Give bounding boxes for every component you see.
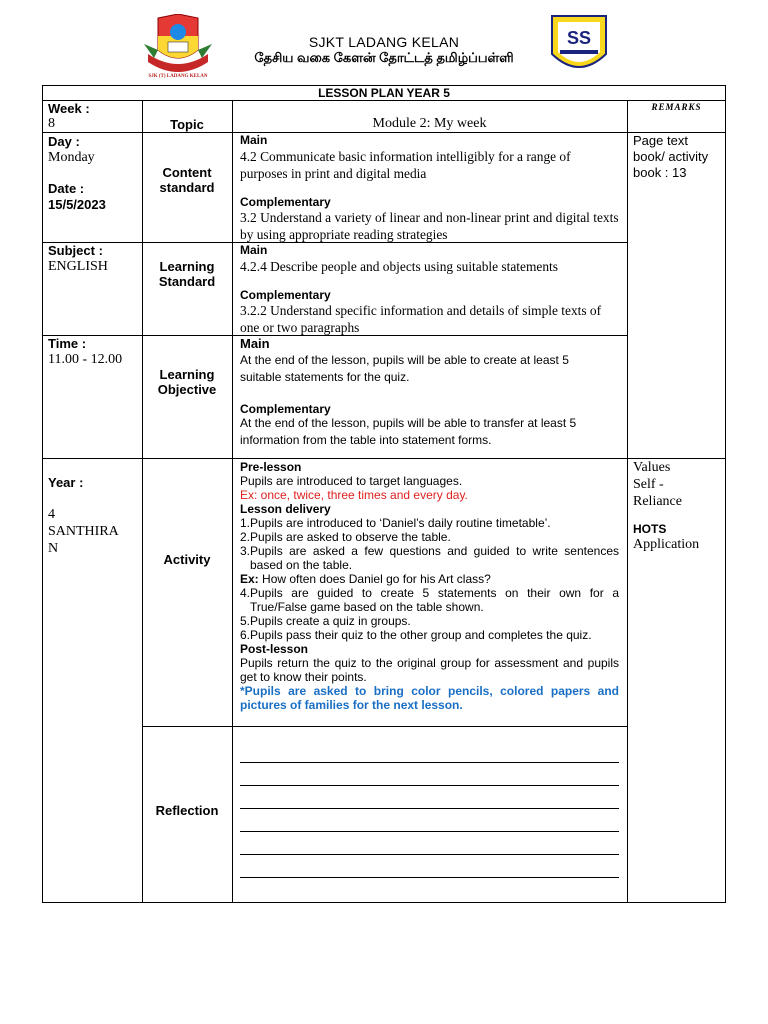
learning-standard-label-line1: Learning — [159, 259, 215, 274]
divider — [627, 100, 628, 903]
post-lesson-label: Post-lesson — [240, 642, 309, 656]
content-standard-label — [142, 165, 232, 195]
logo-caption: SJK (T) LADANG KELAN — [148, 74, 208, 79]
delivery-step: 4.Pupils are guided to create 5 statements on their own for a True/False game based on the table shown. — [240, 586, 619, 614]
time-value: 11.00 - 12.00 — [48, 352, 123, 367]
values-line2: Reliance — [633, 494, 682, 509]
learning-standard-label — [142, 259, 232, 289]
reflection-line — [240, 877, 619, 878]
divider — [232, 100, 233, 903]
topic-value: Module 2: My week — [372, 116, 487, 131]
standard-main-text: 4.2.4 Describe people and objects using suitable statements — [240, 259, 558, 274]
reflection-label: Reflection — [155, 803, 219, 818]
values-line1: Self - — [633, 477, 664, 492]
lesson-delivery-label: Lesson delivery — [240, 502, 331, 516]
reflection-line — [240, 808, 619, 809]
reflection-line — [240, 762, 619, 763]
divider — [42, 458, 726, 459]
standard-comp-label: Complementary — [240, 288, 331, 302]
school-name: SJKT LADANG KELAN — [308, 34, 460, 50]
date-value: 15/5/2023 — [48, 197, 106, 212]
pre-lesson-label: Pre-lesson — [240, 460, 302, 474]
hots-label: HOTS — [633, 522, 667, 536]
year-label: Year : — [48, 475, 84, 490]
learning-standard-label-line2: Standard — [158, 274, 216, 289]
example-question-label: Ex: — [240, 572, 259, 586]
delivery-step: 5.Pupils create a quiz in groups. — [240, 614, 411, 628]
divider — [142, 100, 143, 903]
divider — [142, 726, 627, 727]
objective-comp-label: Complementary — [240, 402, 331, 416]
content-standard-label-line1: Content — [162, 165, 212, 180]
post-lesson-text: Pupils return the quiz to the original group for assessment and pupils get to know their points. — [240, 656, 619, 684]
learning-objective-label-line1: Learning — [159, 367, 215, 382]
day-label: Day : — [48, 134, 80, 149]
subject-label: Subject : — [48, 243, 103, 258]
date-label: Date : — [48, 181, 85, 196]
hots-value: Application — [633, 537, 700, 552]
plan-title: LESSON PLAN YEAR 5 — [318, 86, 450, 100]
divider — [42, 132, 726, 133]
topic-label: Topic — [170, 117, 204, 132]
delivery-step: 2.Pupils are asked to observe the table. — [240, 530, 451, 544]
week-label: Week : — [48, 101, 90, 116]
week-value: 8 — [48, 116, 55, 131]
activity-content — [240, 460, 619, 712]
values-block — [633, 459, 682, 510]
remarks-label: REMARKS — [651, 102, 702, 112]
delivery-step: 1.Pupils are introduced to ‘Daniel’s daily routine timetable’. — [240, 516, 551, 530]
standard-comp-text: 3.2.2 Understand specific information and details of simple texts of one or two paragraphs — [240, 303, 602, 335]
pre-lesson-text: Pupils are introduced to target languages. — [240, 474, 463, 488]
example-question — [240, 572, 619, 586]
delivery-step: 6.Pupils pass their quiz to the other group and completes the quiz. — [240, 628, 592, 642]
content-comp-text: 3.2 Understand a variety of linear and non-linear print and digital texts by using appropriate reading strategies — [240, 210, 619, 242]
example-question-text: How often does Daniel go for his Art class? — [262, 572, 491, 586]
activity-label: Activity — [163, 552, 211, 567]
time-label: Time : — [48, 336, 87, 351]
teacher-name-line2: N — [48, 541, 59, 556]
delivery-steps-a — [240, 516, 619, 572]
homework-note: *Pupils are asked to bring color pencils, colored papers and pictures of families for the next lesson. — [240, 684, 619, 712]
teacher-name-line1: SANTHIRA — [48, 524, 119, 539]
reflection-line — [240, 785, 619, 786]
objective-main-label: Main — [240, 336, 270, 351]
delivery-step: 3.Pupils are asked a few questions and guided to write sentences based on the table. — [240, 544, 619, 572]
values-label: Values — [633, 460, 671, 475]
example-text: Ex: once, twice, three times and every day. — [240, 488, 468, 502]
objective-comp-text: At the end of the lesson, pupils will be able to transfer at least 5 information from the table into statement forms. — [240, 416, 577, 447]
reflection-line — [240, 854, 619, 855]
learning-objective-label — [142, 367, 232, 397]
remark-text: Page text book/ activity book : 13 — [633, 133, 709, 180]
content-standard-label-line2: standard — [159, 180, 215, 195]
divider — [42, 100, 726, 101]
content-comp-label: Complementary — [240, 195, 331, 209]
day-value: Monday — [48, 150, 95, 165]
learning-objective-label-line2: Objective — [157, 382, 217, 397]
school-name-tamil: தேசிய வகை கேளன் தோட்டத் தமிழ்ப்பள்ளி — [254, 50, 514, 65]
subject-value: ENGLISH — [48, 259, 108, 274]
objective-main-text: At the end of the lesson, pupils will be able to create at least 5 suitable statements for the quiz. — [240, 353, 569, 384]
year-value: 4 — [48, 507, 55, 522]
svg-text:SS: SS — [566, 28, 592, 48]
standard-main-label: Main — [240, 243, 268, 257]
content-main-text: 4.2 Communicate basic information intelligibly for a range of purposes in print and digital media — [240, 149, 571, 181]
delivery-steps-b — [240, 586, 619, 642]
content-main-label: Main — [240, 133, 268, 147]
reflection-line — [240, 831, 619, 832]
